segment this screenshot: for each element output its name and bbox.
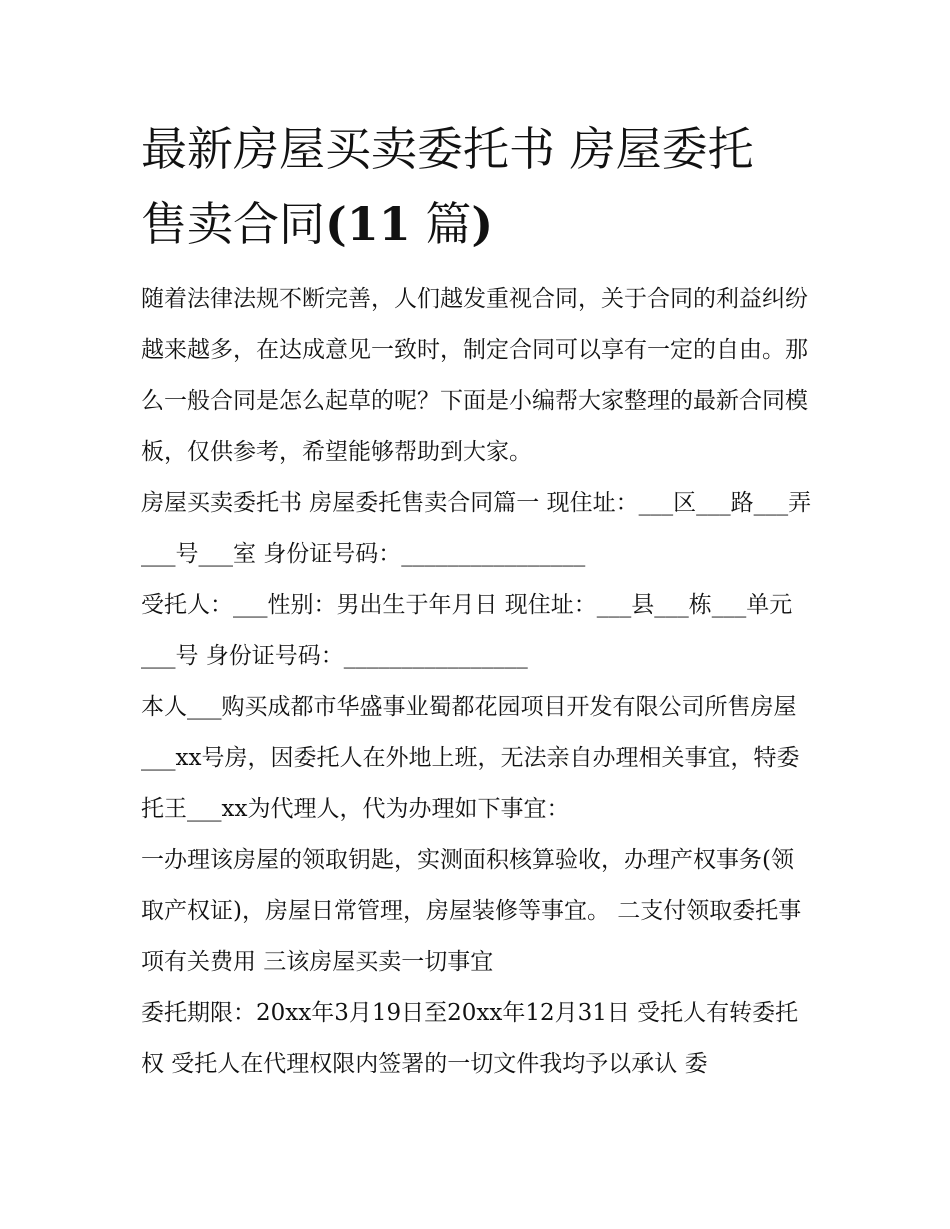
principal-info-paragraph: 房屋买卖委托书 房屋委托售卖合同篇一 现住址：___区___路___弄___号___室 身份证号码：________________ [141,490,812,567]
document-page [141,112,813,1090]
title-line-2-suffix: 篇 [425,197,472,251]
matters-paragraph: 一办理该房屋的领取钥匙，实测面积核算验收，办理产权事务(领取产权证)，房屋日常管理，房屋装修等事宜。 二支付领取委托事项有关费用 三该房屋买卖一切事宜 [141,847,802,975]
title-close-paren: ) [471,197,494,251]
title-line-2-text: 售卖合同 [141,197,325,251]
term-paragraph: 委托期限：20xx年3月19日至20xx年12月31日 受托人有转委托权 受托人在代理权限内签署的一切文件我均予以承认 委 [141,1000,799,1077]
authorization-paragraph: 本人___购买成都市华盛事业蜀都花园项目开发有限公司所售房屋___xx号房，因委托人在外地上班，无法亲自办理相关事宜，特委托王___xx为代理人，代为办理如下事宜： [141,694,800,822]
title-line-1: 最新房屋买卖委托书 房屋委托 [141,122,754,176]
agent-info-paragraph: 受托人：___性别：男出生于年月日 现住址：___县___栋___单元___号 身份证号码：________________ [141,592,793,669]
title-line-2-count: (11 [325,197,411,251]
intro-paragraph: 随着法律法规不断完善，人们越发重视合同，关于合同的利益纠纷越来越多，在达成意见一致时，制定合同可以享有一定的自由。那么一般合同是怎么起草的呢？下面是小编帮大家整理的最新合同模板，仅供参考，希望能够帮助到大家。 [141,286,808,465]
document-title [141,112,813,262]
